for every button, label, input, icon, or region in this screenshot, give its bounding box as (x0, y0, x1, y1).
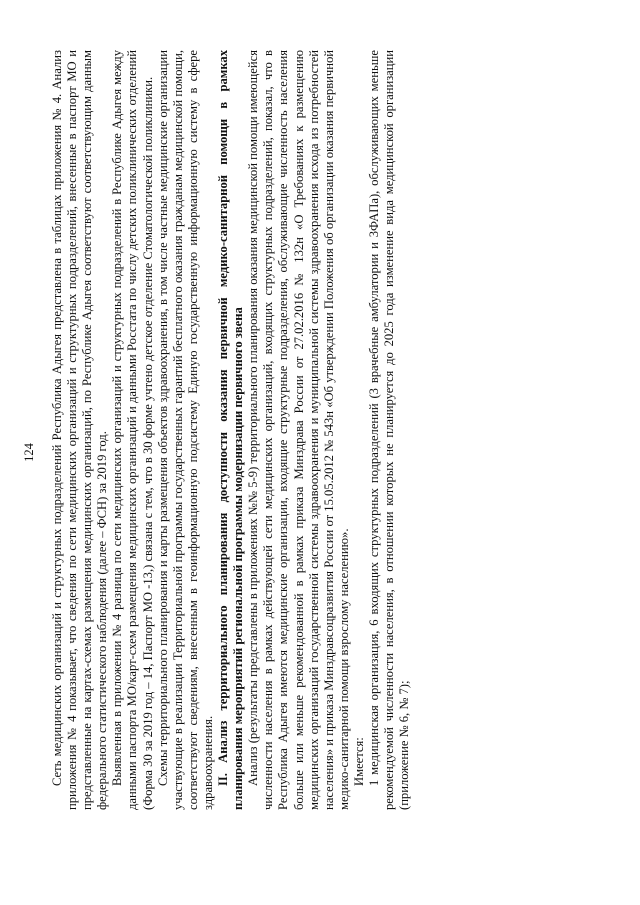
section-heading: II. Анализ территориального планирования доступности оказания первичной медико-санитарной помощи в рамках планирования мероприятий региональной программы модернизации первичного звена (216, 50, 246, 810)
paragraph-discrepancy: Выявленная в приложении № 4 разница по сети медицинских организаций и структурных подразделений в Республике Адыгея между данными паспорта МО/карт-схем размещения медицинских организаций и данными Росстата по числу детских поликлинических отделений (Форма 30 за 2019 год – 14, Паспорт МО -13,) связана с тем, что в 30 форме учтено детское отделение Стоматологической поликлиники. (110, 50, 155, 810)
paragraph-schemes: Схемы территориального планирования и карты размещения объектов здравоохранения, в том числе частные медицинские организации участвующие в реализации Территориальной программы государственных гарантий бесплатного оказания гражданам медицинской помощи, соответствуют сведениям, внесенным в геоинформационную подсистему Единую государственную информационную систему в сфере здравоохранения. (155, 50, 215, 810)
paragraph-available: Имеется: (351, 737, 366, 786)
page-number: 124 (22, 443, 36, 462)
paragraph-analysis: Анализ (результаты представлены в приложениях №№ 5-9) территориального планирования оказания медицинской помощи имеющейся численности населения в рамках действующей сети медицинских организаций, входящих структурных подразделений, показал, что в Республика Адыгея имеются медицинские организации, входящие структурные подразделения, обслуживающие численность населения больше или меньше рекомендованной в рамках приказа Минздрава России от 27.02.2016 № 132н «О Требованиях к размещению медицинских организаций государственной системы здравоохранения и муниципальной системы здравоохранения исхода из потребностей населения» и приказа Минздравсоцразвития России от 15.05.2012 № 543н «Об утверждении Положения об организации оказания первичной медико-санитарной помощи взрослому населению». (246, 50, 351, 810)
paragraph-organization-count: 1 медицинская организация, 6 входящих структурных подразделений (3 врачебные амбулатории и 3ФАПа), обслуживающих меньше рекомендуемой численности населения, в отношении которых не планируется до 2025 года изменение вида медицинской организации (приложение № 6, № 7); (366, 50, 412, 810)
paragraph-network: Сеть медицинских организаций и структурных подразделений Республика Адыгея представлена в таблицах приложения № 4. Анализ приложения № 4 показывает, что сведения по сети медицинских организаций и структурных подразделений, внесенные в паспорт МО и представленные на картах-схемах размещения медицинских организаций, по Республике Адыгея соответствуют соответствующим данным федерального статистического наблюдения (далее – ФСН) за 2019 год. (50, 50, 110, 810)
document-body (50, 50, 412, 810)
